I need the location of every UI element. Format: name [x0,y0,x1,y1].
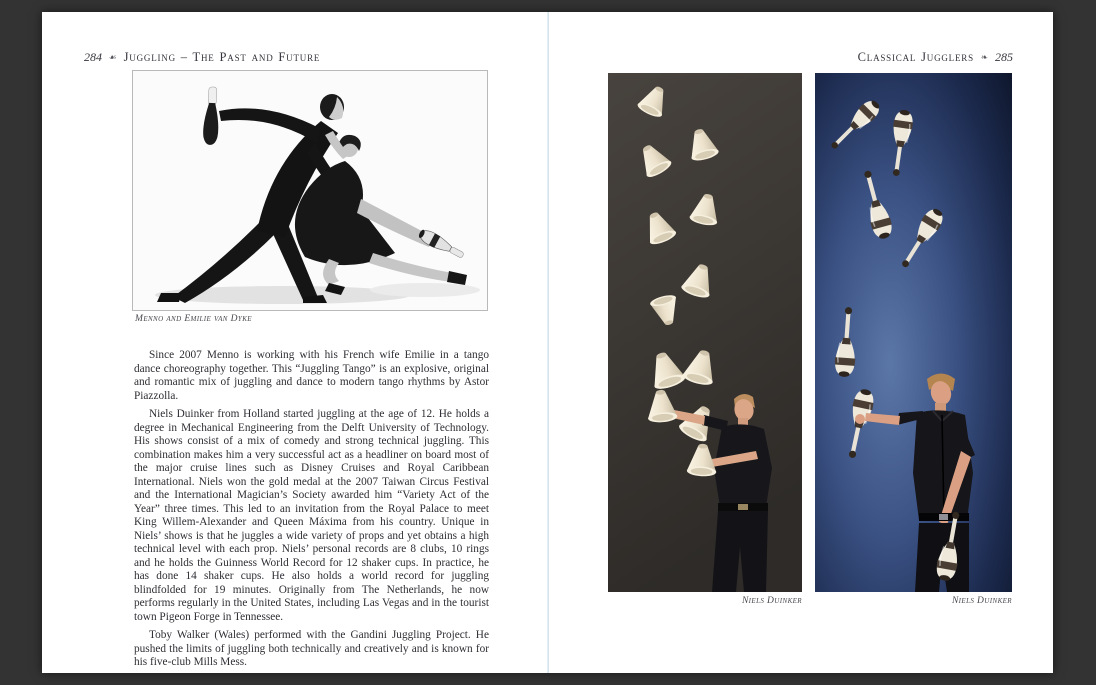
club-juggling-photo [815,73,1012,592]
clubs-photo-caption: Niels Duinker [951,596,1012,606]
tango-dancers-photo [133,71,487,310]
page-gutter-divider [547,12,549,673]
fleuron-icon: ❧ [980,52,988,63]
left-header-title: Juggling – The Past and Future [123,50,321,64]
paragraph: Toby Walker (Wales) performed with the Gandini Juggling Project. He pushed the limits of juggling both technically and creatively and is known for his five-club Mills Mess. [134,629,489,668]
left-page-number: 284 [84,50,102,64]
fleuron-icon: ☙ [109,52,117,63]
body-text [134,349,489,675]
right-header-title: Classical Jugglers [857,50,974,64]
paragraph: Since 2007 Menno is working with his French wife Emilie in a tango dance choreography together. This “Juggling Tango” is an explosive, original and romantic mix of juggling and dance to modern tango rhythms by Astor Piazzolla. [134,349,489,402]
right-page-number: 285 [995,50,1013,64]
clubs-illustration [815,73,1012,592]
cups-illustration [608,73,802,592]
shaker-cups-photo [608,73,802,592]
tango-illustration [133,71,487,310]
paragraph: Niels Duinker from Holland started juggling at the age of 12. He holds a degree in Mechanical Engineering from the Delft University of Technology. His shows consist of a mix of comedy and strong technical juggling. This combination makes him a very successful act as a headliner on board most of the major cruise lines such as Disney Cruises and Royal Caribbean International. Niels won the gold medal at the 2007 Taiwan Circus Festival and the International Magician’s Society awarded him “Variety Act of the Year” three times. This led to an invitation from the Royal Palace to meet King Willem-Alexander and Queen Máxima from his country. Unique in Niels’ shows is that he juggles a wide variety of props and yet obtains a high technical level with each prop. Niels’ personal records are 8 clubs, 10 rings and he holds the Guinness World Record for 12 shaker cups. In practice, he has done 14 shaker cups. He also holds a world record for juggling blindfolded for 19 minutes. Originally from The Netherlands, he now performs regularly in the United States, including Las Vegas and in the tourist town Pigeon Forge in Tennessee. [134,408,489,623]
cups-photo-caption: Niels Duinker [741,596,802,606]
book-spread [42,12,1053,673]
tango-photo-caption: Menno and Emilie van Dyke [135,314,252,324]
right-running-head [858,50,1013,65]
left-running-head [84,50,320,65]
